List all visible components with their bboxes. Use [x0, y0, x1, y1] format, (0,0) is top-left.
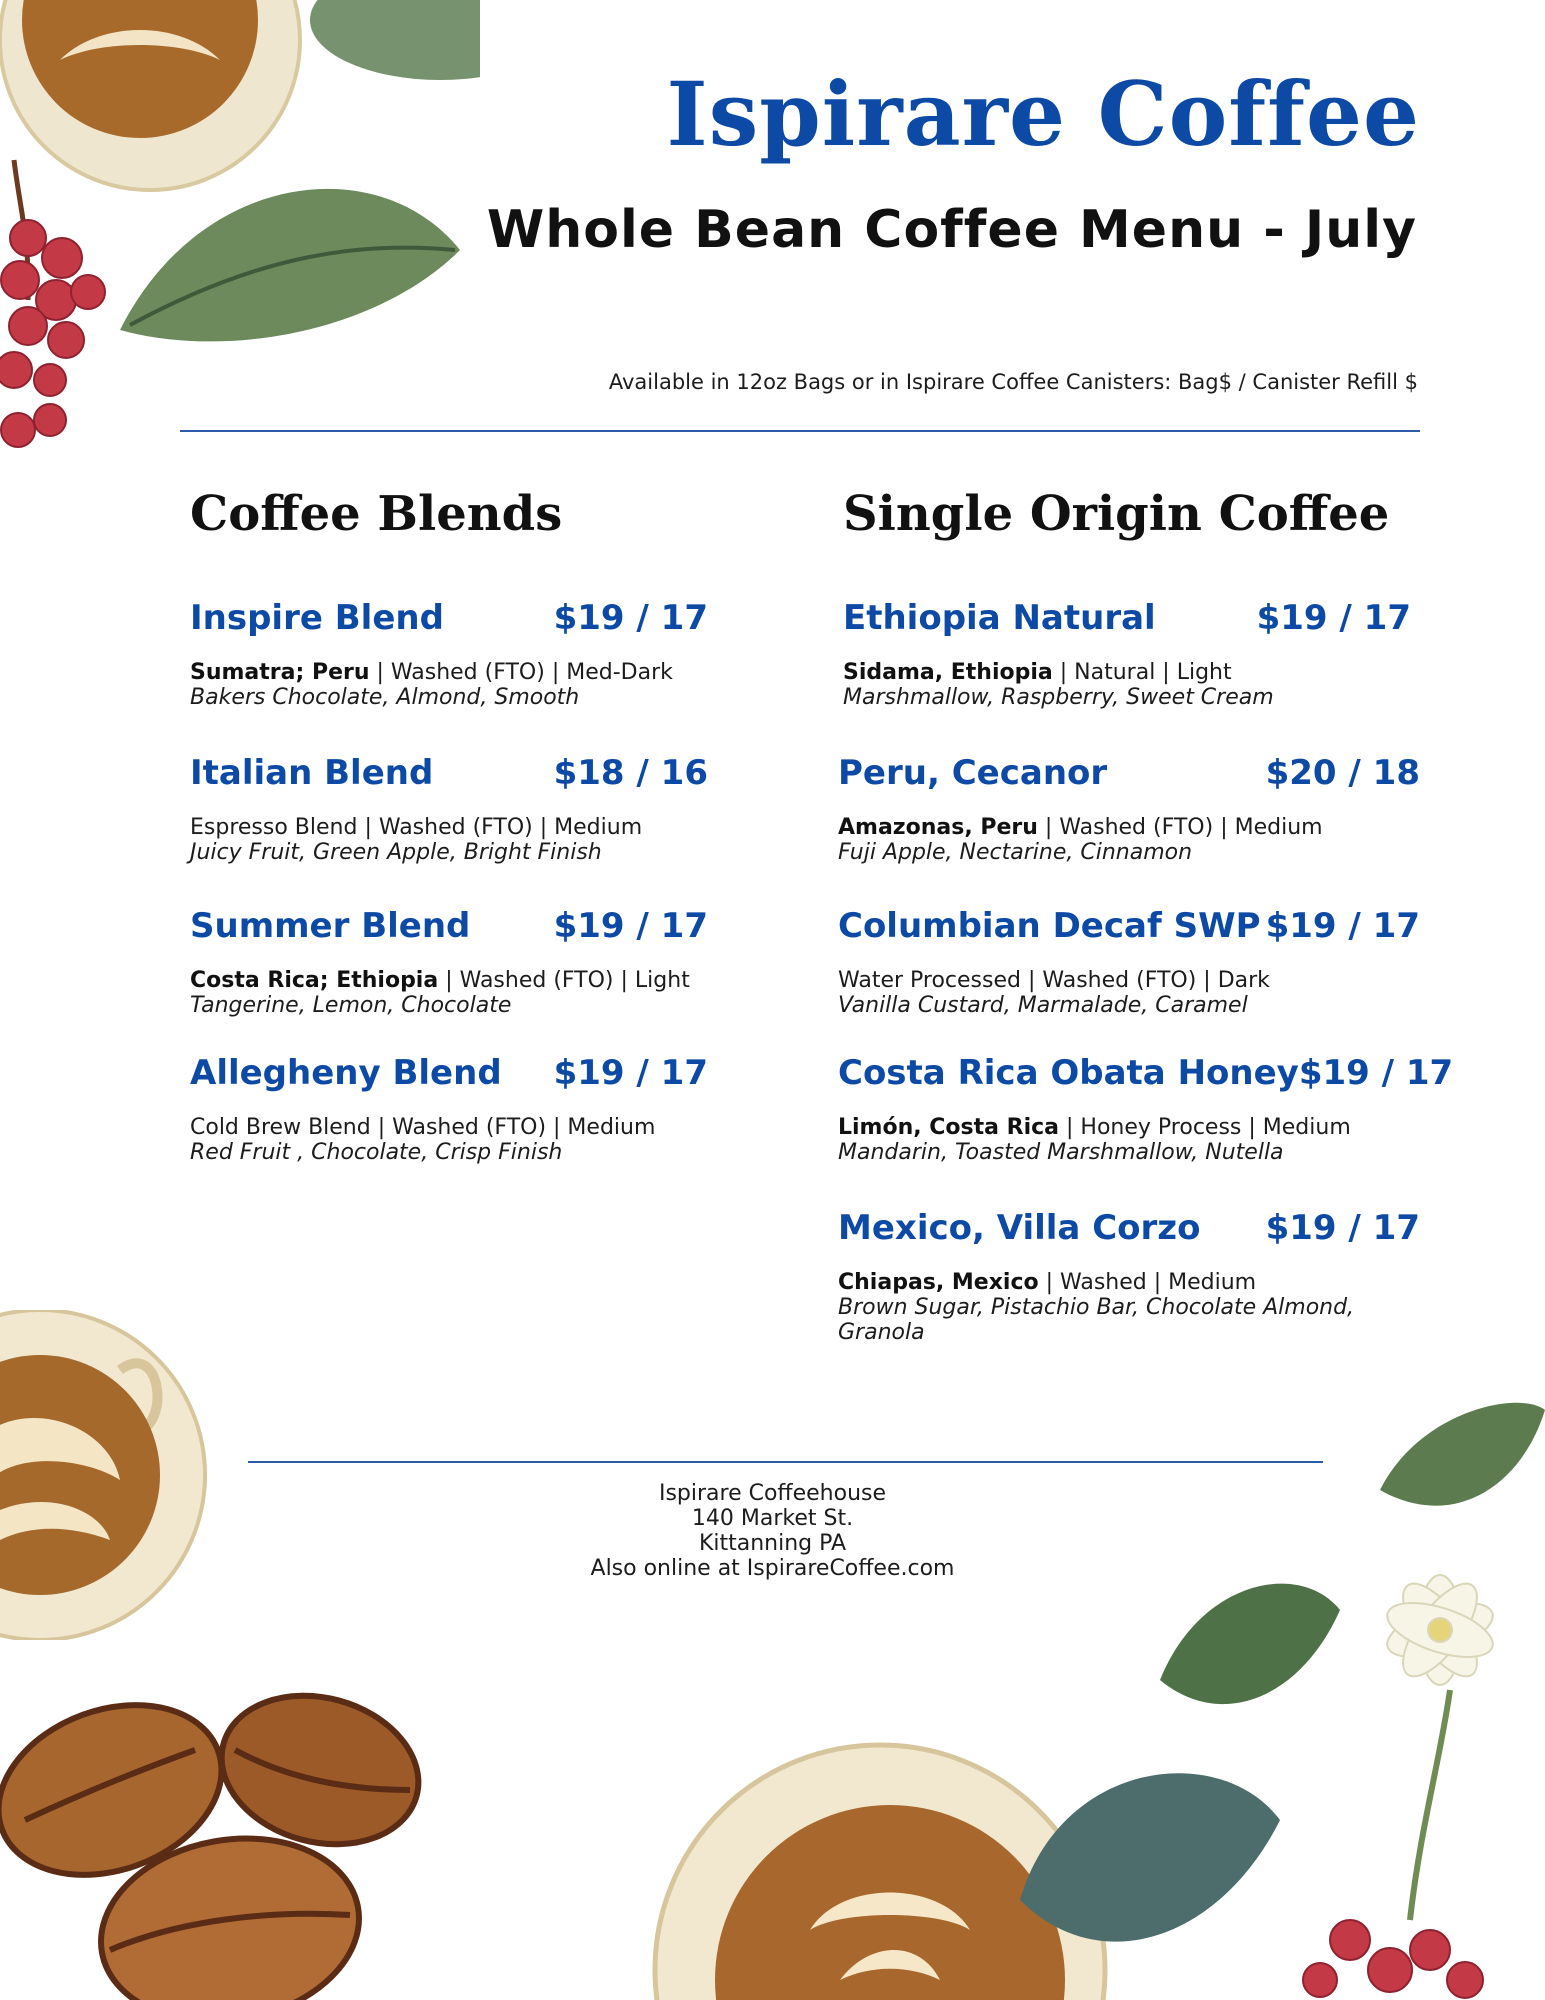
item-tasting-notes: Fuji Apple, Nectarine, Cinnamon [838, 840, 1193, 865]
item-name: Italian Blend [190, 753, 434, 793]
item-details [190, 660, 708, 685]
menu-item [838, 1053, 1454, 1165]
item-details [843, 660, 1411, 685]
coffee-plant-bottom-right-illustration [1020, 1380, 1545, 2000]
coffee-cherries-icon [1303, 1920, 1483, 1998]
item-price: $19 / 17 [1298, 1053, 1454, 1093]
item-tasting-notes: Tangerine, Lemon, Chocolate [190, 993, 512, 1018]
coffee-flower-icon [1381, 1573, 1499, 1688]
item-name: Mexico, Villa Corzo [838, 1208, 1201, 1248]
item-process: Espresso Blend | Washed (FTO) | Medium [190, 815, 643, 840]
leaf-icon [310, 0, 480, 80]
item-origin: Costa Rica; Ethiopia [190, 968, 439, 993]
availability-note: Available in 12oz Bags or in Ispirare Coffee Canisters: Bag$ / Canister Refill $ [608, 370, 1418, 394]
item-name: Costa Rica Obata Honey [838, 1053, 1299, 1093]
coffee-beans-illustration [0, 1680, 440, 2000]
item-price: $20 / 18 [1265, 753, 1420, 793]
menu-item [838, 1208, 1420, 1345]
item-origin: Limón, Costa Rica [838, 1115, 1060, 1140]
footer-city: Kittanning PA [698, 1531, 847, 1556]
section-heading-coffee-blends: Coffee Blends [190, 486, 563, 542]
latte-cup-mid-left-illustration [0, 1310, 220, 1640]
item-name: Allegheny Blend [190, 1053, 502, 1093]
item-name: Ethiopia Natural [843, 598, 1156, 638]
menu-item [843, 598, 1411, 710]
item-tasting-notes: Juicy Fruit, Green Apple, Bright Finish [190, 840, 602, 865]
item-price: $19 / 17 [1256, 598, 1411, 638]
item-origin: Chiapas, Mexico [838, 1270, 1039, 1295]
item-price: $19 / 17 [1265, 1208, 1420, 1248]
item-price: $19 / 17 [553, 598, 708, 638]
leaf-icon [1020, 1773, 1280, 1941]
item-process: | Washed | Medium [1038, 1270, 1257, 1295]
leaf-icon [120, 189, 460, 342]
item-price: $19 / 17 [553, 1053, 708, 1093]
item-name: Peru, Cecanor [838, 753, 1108, 793]
item-price: $18 / 16 [553, 753, 708, 793]
item-process: Water Processed | Washed (FTO) | Dark [838, 968, 1270, 993]
item-name: Inspire Blend [190, 598, 444, 638]
brand-title: Ispirare Coffee [666, 62, 1420, 166]
item-process: | Washed (FTO) | Med-Dark [369, 660, 673, 685]
latte-cup-top-left-illustration [0, 0, 480, 480]
menu-item [838, 906, 1420, 1018]
menu-subtitle: Whole Bean Coffee Menu - July [486, 200, 1417, 260]
item-details [838, 815, 1420, 840]
item-details [190, 1115, 708, 1140]
footer-shop-name: Ispirare Coffeehouse [658, 1481, 887, 1506]
item-details [838, 1270, 1420, 1295]
section-heading-single-origin: Single Origin Coffee [843, 486, 1390, 542]
header-divider [180, 430, 1420, 432]
item-name: Summer Blend [190, 906, 471, 946]
item-price: $19 / 17 [553, 906, 708, 946]
menu-item [190, 906, 708, 1018]
menu-item [190, 598, 708, 710]
item-origin: Sidama, Ethiopia [843, 660, 1053, 685]
item-tasting-notes: Vanilla Custard, Marmalade, Caramel [838, 993, 1248, 1018]
item-details [190, 968, 708, 993]
footer-address [0, 1481, 1545, 1581]
item-process: Cold Brew Blend | Washed (FTO) | Medium [190, 1115, 656, 1140]
item-details [838, 1115, 1420, 1140]
item-name: Columbian Decaf SWP [838, 906, 1261, 946]
item-details [838, 968, 1420, 993]
item-process: | Honey Process | Medium [1059, 1115, 1351, 1140]
item-origin: Sumatra; Peru [190, 660, 370, 685]
item-details [190, 815, 708, 840]
item-process: | Natural | Light [1052, 660, 1232, 685]
item-tasting-notes: Marshmallow, Raspberry, Sweet Cream [843, 685, 1274, 710]
item-tasting-notes: Bakers Chocolate, Almond, Smooth [190, 685, 580, 710]
item-tasting-notes: Red Fruit , Chocolate, Crisp Finish [190, 1140, 563, 1165]
leaf-icon [1160, 1584, 1340, 1704]
menu-item [190, 753, 708, 865]
menu-item [838, 753, 1420, 865]
coffee-cherries-icon [0, 220, 105, 447]
footer-street: 140 Market St. [691, 1506, 854, 1531]
item-tasting-notes: Brown Sugar, Pistachio Bar, Chocolate Almond, Granola [838, 1295, 1355, 1345]
footer-divider [248, 1461, 1323, 1463]
menu-item [190, 1053, 708, 1165]
item-price: $19 / 17 [1265, 906, 1420, 946]
footer-website-link[interactable]: Also online at IspirareCoffee.com [590, 1556, 955, 1581]
item-origin: Amazonas, Peru [838, 815, 1038, 840]
item-process: | Washed (FTO) | Medium [1037, 815, 1323, 840]
item-process: | Washed (FTO) | Light [438, 968, 690, 993]
item-tasting-notes: Mandarin, Toasted Marshmallow, Nutella [838, 1140, 1284, 1165]
